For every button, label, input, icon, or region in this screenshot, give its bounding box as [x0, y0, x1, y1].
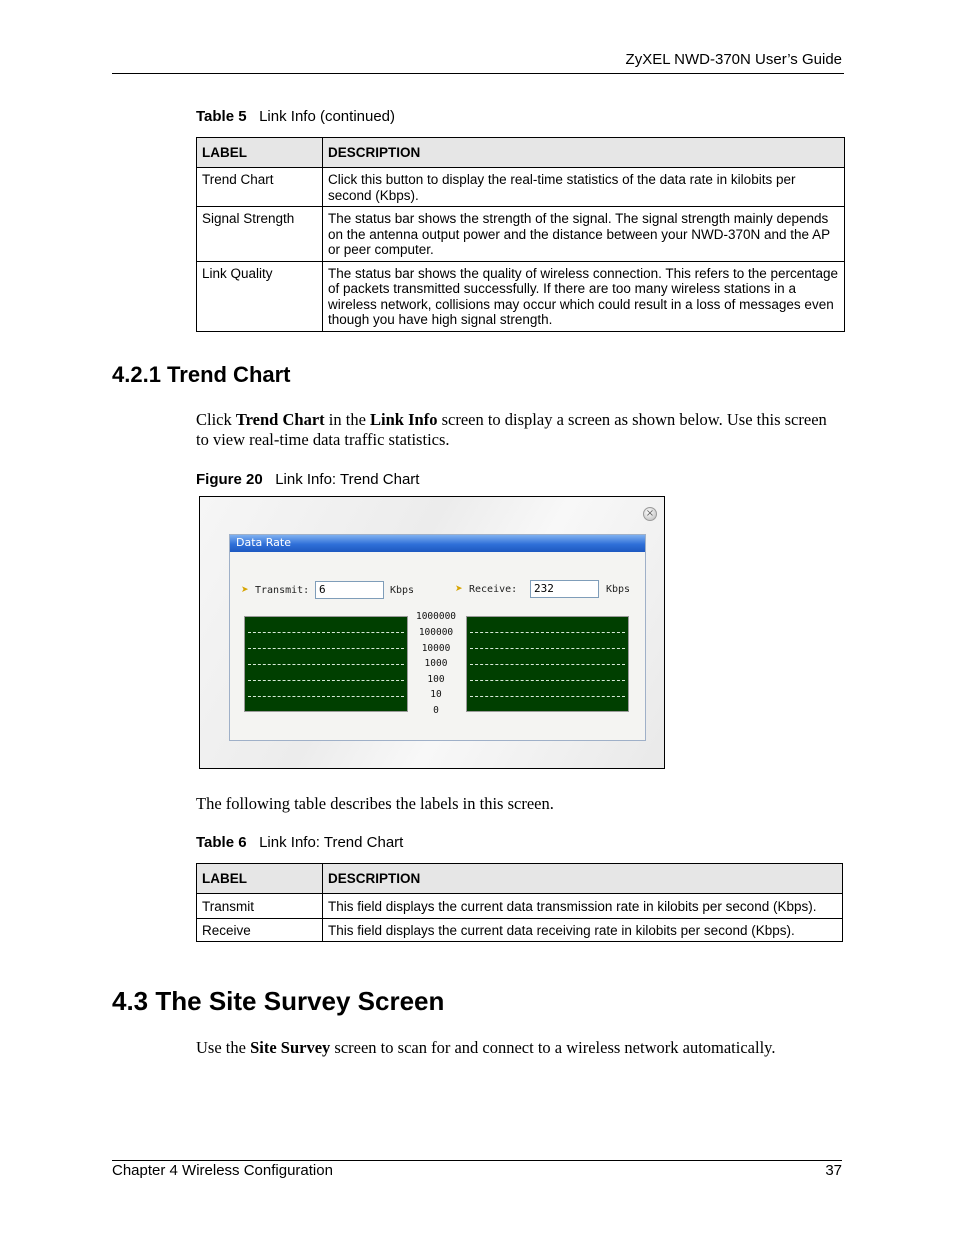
table6-row-label: Transmit	[197, 894, 323, 919]
arrow-icon: ➤	[241, 585, 249, 595]
table-row	[197, 918, 843, 942]
section-heading-trend-chart: 4.2.1 Trend Chart	[112, 362, 291, 387]
site-survey-paragraph	[196, 1038, 836, 1058]
transmit-graph	[244, 616, 408, 712]
graph-gridline	[248, 664, 404, 665]
table5-caption-text: Link Info (continued)	[259, 108, 396, 125]
table6-col-label: LABEL	[197, 864, 323, 894]
text-run: screen to display a screen as shown below. Use this screen to view real-time data traffic statistics.	[196, 410, 827, 449]
table-row	[197, 168, 845, 207]
data-rate-titlebar	[230, 535, 645, 552]
graph-gridline	[470, 648, 625, 649]
close-icon[interactable]: ×	[643, 507, 657, 521]
table5-col-description: DESCRIPTION	[323, 138, 845, 168]
table5-caption	[196, 108, 395, 125]
trend-chart-paragraph	[196, 410, 836, 450]
table6-caption-number: Table 6	[196, 834, 247, 851]
receive-graph	[466, 616, 629, 712]
table5	[196, 137, 845, 332]
arrow-icon: ➤	[455, 584, 463, 594]
text-run-bold: Link Info	[370, 410, 438, 429]
section-heading-site-survey: 4.3 The Site Survey Screen	[112, 986, 445, 1016]
graph-gridline	[470, 680, 625, 681]
table6-row-label: Receive	[197, 918, 323, 942]
table6-col-description: DESCRIPTION	[323, 864, 843, 894]
graph-gridline	[470, 664, 625, 665]
graph-gridline	[248, 632, 404, 633]
header-rule	[112, 73, 844, 74]
table-row	[197, 207, 845, 262]
figure20-caption	[196, 471, 419, 488]
table5-header-row	[197, 138, 845, 168]
table6-caption-text: Link Info: Trend Chart	[259, 834, 404, 851]
scale-label: 10000	[421, 643, 451, 654]
figure20-caption-text: Link Info: Trend Chart	[275, 471, 420, 488]
table6-row-description: This field displays the current data transmission rate in kilobits per second (Kbps).	[323, 894, 843, 919]
table5-row-description: The status bar shows the strength of the signal. The signal strength mainly depends on the antenna output power and the distance between your NWD-370N and the AP or peer computer.	[323, 207, 845, 262]
text-run-bold: Site Survey	[250, 1038, 331, 1057]
table6-caption	[196, 834, 403, 851]
transmit-unit: Kbps	[390, 585, 415, 596]
scale-label: 0	[433, 705, 439, 716]
table5-col-label: LABEL	[197, 138, 323, 168]
scale-label: 1000	[424, 658, 448, 669]
table5-row-description: The status bar shows the quality of wireless connection. This refers to the percentage of packets transmitted successfully. If there are too many wireless stations in a wireless network, collisions may occur which could result in a loss of messages even though you have high signal strength.	[323, 261, 845, 331]
figure20-caption-number: Figure 20	[196, 471, 263, 488]
text-run: in the	[324, 410, 371, 429]
graph-gridline	[248, 680, 404, 681]
table5-row-label: Trend Chart	[197, 168, 323, 207]
text-run: Use the	[196, 1038, 251, 1057]
table6-row-description: This field displays the current data receiving rate in kilobits per second (Kbps).	[323, 918, 843, 942]
table5-row-description: Click this button to display the real-time statistics of the data rate in kilobits per second (Kbps).	[323, 168, 845, 207]
text-run: screen to scan for and connect to a wireless network automatically.	[330, 1038, 776, 1057]
transmit-field[interactable]: 6	[315, 581, 384, 599]
table-row	[197, 261, 845, 331]
transmit-label: Transmit:	[255, 585, 310, 596]
scale-label: 100000	[418, 627, 454, 638]
receive-label: Receive:	[469, 584, 518, 595]
table5-row-label: Signal Strength	[197, 207, 323, 262]
graph-gridline	[470, 696, 625, 697]
table6	[196, 863, 843, 942]
graph-gridline	[248, 696, 404, 697]
text-run-bold: Trend Chart	[235, 410, 325, 429]
receive-field[interactable]: 232	[530, 580, 599, 598]
scale-label: 100	[427, 674, 445, 685]
receive-unit: Kbps	[606, 584, 631, 595]
following-table-text: The following table describes the labels in this screen.	[196, 794, 554, 813]
footer-rule	[112, 1160, 842, 1161]
text-run: Click	[196, 410, 236, 429]
graph-gridline	[470, 632, 625, 633]
table5-row-label: Link Quality	[197, 261, 323, 331]
page-number: 37	[825, 1162, 842, 1179]
data-rate-title: Data Rate	[236, 536, 291, 549]
graph-gridline	[248, 648, 404, 649]
table-row	[197, 894, 843, 919]
table5-caption-number: Table 5	[196, 108, 247, 125]
running-header: ZyXEL NWD-370N User’s Guide	[625, 51, 842, 68]
scale-label: 10	[430, 689, 442, 700]
table6-header-row	[197, 864, 843, 894]
footer-chapter: Chapter 4 Wireless Configuration	[112, 1162, 333, 1179]
scale-label: 1000000	[415, 611, 457, 622]
